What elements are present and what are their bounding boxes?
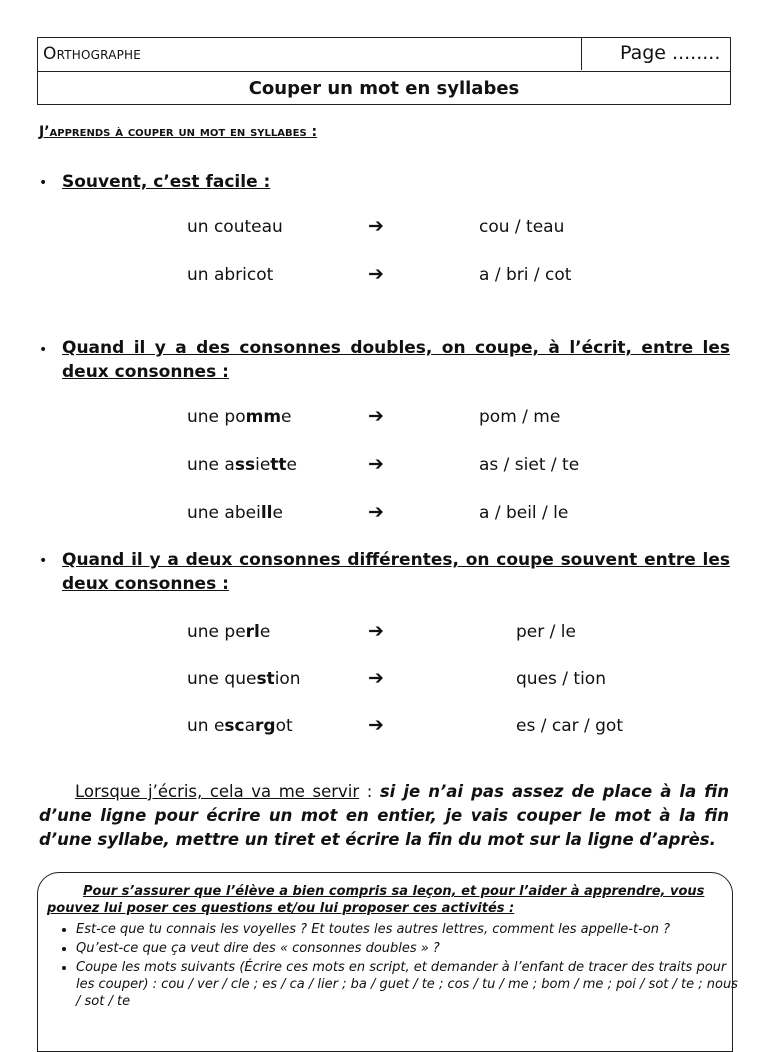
word-part: une a bbox=[187, 455, 235, 475]
word-part-highlight: ll bbox=[260, 503, 273, 523]
word-part-highlight: mm bbox=[245, 407, 282, 427]
word-part: un e bbox=[187, 716, 225, 736]
rule-heading-1: Souvent, c’est facile : bbox=[62, 172, 271, 192]
word-part: une abei bbox=[187, 503, 261, 523]
section-heading: J’apprends à couper un mot en syllabes : bbox=[39, 124, 318, 140]
word-part: une pe bbox=[187, 622, 246, 642]
word-part: une que bbox=[187, 669, 257, 689]
arrow-icon: ➔ bbox=[368, 263, 384, 285]
word-part-highlight: ss bbox=[234, 455, 256, 475]
arrow-icon: ➔ bbox=[368, 714, 384, 736]
example-syllables: cou / teau bbox=[479, 217, 565, 237]
example-word bbox=[187, 716, 293, 736]
arrow-icon: ➔ bbox=[368, 453, 384, 475]
word-part-highlight: rg bbox=[255, 716, 276, 736]
parent-note-box bbox=[37, 872, 738, 1052]
paragraph-lead: Lorsque j’écris, cela va me servir bbox=[75, 782, 360, 801]
header-box bbox=[37, 37, 731, 105]
example-syllables: pom / me bbox=[479, 407, 561, 427]
header-top-row bbox=[38, 38, 730, 72]
parent-note-intro: Pour s’assurer que l’élève a bien compris sa leçon, et pour l’aider à apprendre, vous pouvez lui poser ces questions et/ou lui proposer ces activités : bbox=[47, 884, 705, 916]
arrow-icon: ➔ bbox=[368, 620, 384, 642]
word-part: un abricot bbox=[187, 265, 274, 285]
example-syllables: ques / tion bbox=[516, 669, 606, 689]
bullet-marker: • bbox=[39, 553, 48, 569]
example-syllables: a / bri / cot bbox=[479, 265, 572, 285]
word-part: un couteau bbox=[187, 217, 283, 237]
word-part: e bbox=[259, 622, 271, 642]
list-item: • Qu’est-ce que ça veut dire des « consonnes doubles » ? bbox=[76, 940, 744, 957]
word-part: une po bbox=[187, 407, 246, 427]
word-part-highlight: st bbox=[256, 669, 275, 689]
example-word bbox=[187, 407, 292, 427]
list-item: • Est-ce que tu connais les voyelles ? Et toutes les autres lettres, comment les appelle-t-on ? bbox=[76, 921, 744, 938]
word-part: e bbox=[272, 503, 283, 523]
bullet-marker: • bbox=[39, 342, 48, 358]
word-part-highlight: rl bbox=[245, 622, 260, 642]
rule-heading-3: Quand il y a deux consonnes différentes, on coupe souvent entre les deux consonnes : bbox=[62, 550, 730, 594]
word-part: ot bbox=[275, 716, 293, 736]
example-word bbox=[187, 455, 297, 475]
example-syllables: es / car / got bbox=[516, 716, 623, 736]
example-syllables: a / beil / le bbox=[479, 503, 569, 523]
arrow-icon: ➔ bbox=[368, 405, 384, 427]
page-number-label: Page ........ bbox=[620, 42, 721, 64]
example-word bbox=[187, 265, 273, 285]
example-syllables: per / le bbox=[516, 622, 576, 642]
arrow-icon: ➔ bbox=[368, 501, 384, 523]
example-syllables: as / siet / te bbox=[479, 455, 580, 475]
word-part-highlight: sc bbox=[224, 716, 245, 736]
arrow-icon: ➔ bbox=[368, 667, 384, 689]
word-part: a bbox=[244, 716, 256, 736]
example-word bbox=[187, 622, 270, 642]
word-part: ion bbox=[274, 669, 301, 689]
word-part: ie bbox=[255, 455, 271, 475]
lesson-title: Couper un mot en syllabes bbox=[248, 78, 520, 99]
example-word bbox=[187, 503, 283, 523]
paragraph-colon: : bbox=[359, 782, 380, 801]
subject-label: Orthographe bbox=[43, 44, 142, 64]
word-part: e bbox=[281, 407, 292, 427]
bullet-marker: • bbox=[39, 175, 48, 191]
paragraph-body: si je n’ai pas assez de place à la fin d’une ligne pour écrire un mot en entier, je vais couper le mot à la fin d’une syllabe, mettre un tiret et écrire la fin du mot sur la ligne d’après. bbox=[39, 782, 729, 849]
page-number-cell bbox=[581, 38, 730, 70]
example-word bbox=[187, 217, 283, 237]
rule-heading-2: Quand il y a des consonnes doubles, on coupe, à l’écrit, entre les deux consonnes : bbox=[62, 338, 730, 382]
usage-paragraph bbox=[39, 780, 729, 852]
example-word bbox=[187, 669, 301, 689]
arrow-icon: ➔ bbox=[368, 215, 384, 237]
word-part: e bbox=[286, 455, 298, 475]
list-item: • Coupe les mots suivants (Écrire ces mots en script, et demander à l’enfant de tracer des traits pour les couper) : cou / ver / cle ; es / ca / lier ; ba / guet / te ; cos / tu / me ; bom / me ; poi / sot / te ; nous / sot / te bbox=[76, 959, 744, 1010]
parent-note-list bbox=[58, 921, 744, 1012]
word-part-highlight: tt bbox=[270, 455, 287, 475]
